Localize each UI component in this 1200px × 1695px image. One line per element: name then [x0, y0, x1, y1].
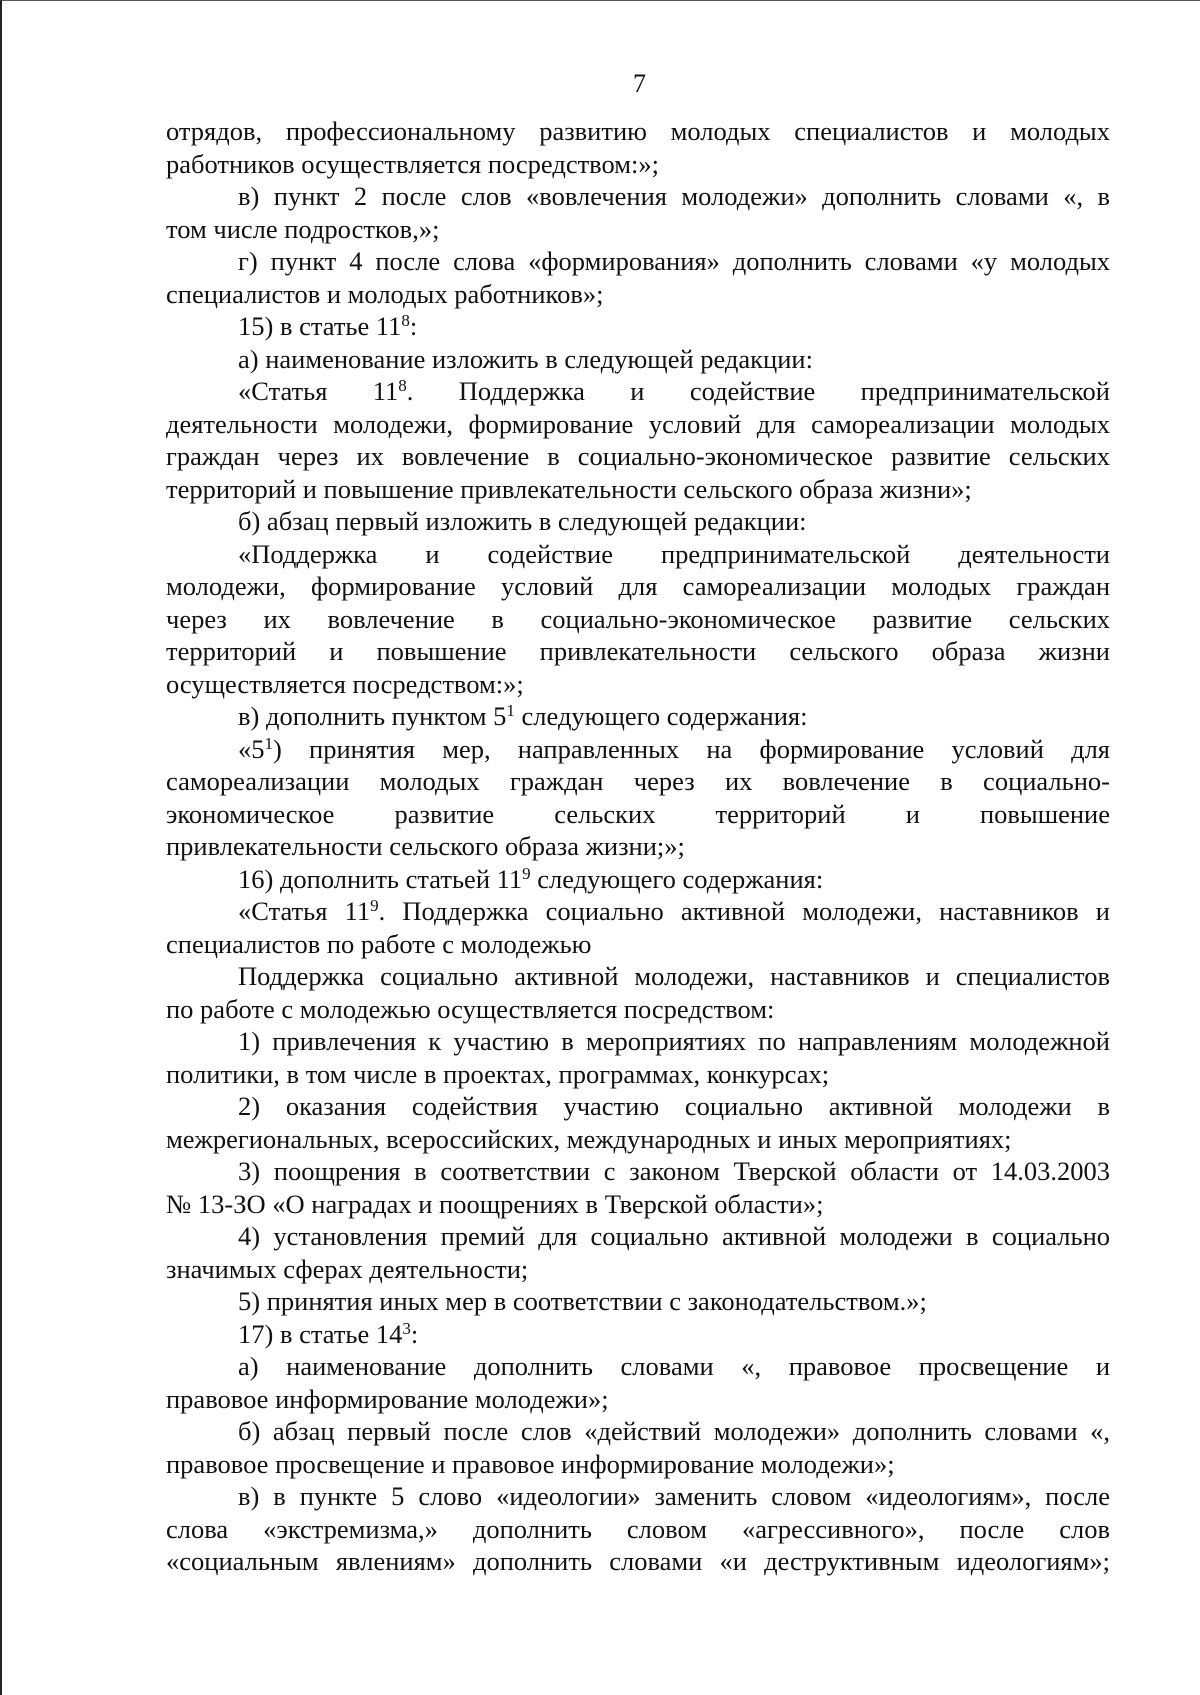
text-line: [166, 700, 1110, 733]
line-text: территорий и повышение привлекательности сельского образа жизни»;: [166, 473, 972, 504]
line-text: «Поддержка и содействие предпринимательской деятельности: [238, 538, 1110, 569]
text-line: [166, 1480, 1110, 1513]
text-line: [166, 1253, 1110, 1286]
text-line: [166, 505, 1110, 538]
page-number: 7: [633, 69, 646, 98]
line-text: а) наименование дополнить словами «, правовое просвещение и: [238, 1351, 1110, 1381]
text-line: [166, 538, 1110, 571]
line-text: территорий и повышение привлекательности сельского образа жизни: [166, 636, 1110, 666]
line-text: 2) оказания содействия участию социально активной молодежи в: [238, 1091, 1110, 1121]
text-line: [166, 408, 1110, 441]
line-text: слова «экстремизма,» дополнить словом «агрессивного», после слов: [166, 1513, 1110, 1544]
document-body: [166, 115, 1110, 1578]
line-text: «5: [238, 733, 265, 764]
text-line: [166, 1123, 1110, 1156]
line-text: деятельности молодежи, формирование условий для самореализации молодых: [166, 408, 1110, 439]
superscript: 3: [402, 1318, 411, 1338]
line-text: 16) дополнить статьей 11: [238, 863, 523, 894]
line-text: граждан через их вовлечение в социально-экономическое развитие сельских: [166, 441, 1110, 471]
text-line: [166, 278, 1110, 311]
line-text: через их вовлечение в социально-экономическое развитие сельских: [166, 603, 1110, 634]
text-line: [166, 1220, 1110, 1253]
text-line: [166, 1513, 1110, 1546]
line-text: межрегиональных, всероссийских, международных и иных мероприятиях;: [166, 1123, 1012, 1154]
text-line: [166, 1025, 1110, 1058]
line-text-continued: . Поддержка социально активной молодежи, наставников и: [378, 896, 1110, 926]
text-line: [166, 765, 1110, 798]
line-text: правовое информирование молодежи»;: [166, 1383, 609, 1414]
text-line: [166, 1350, 1110, 1383]
text-line: [166, 570, 1110, 603]
line-text: 3) поощрения в соответствии с законом Тверской области от 14.03.2003: [238, 1156, 1110, 1186]
text-line: [166, 635, 1110, 668]
line-text-continued: следующего содержания:: [514, 701, 808, 731]
line-text: в) в пункте 5 слово «идеологии» заменить словом «идеологиям», после: [238, 1481, 1110, 1511]
line-text-continued: :: [409, 311, 418, 341]
text-line: [166, 115, 1110, 148]
line-text: правовое просвещение и правовое информирование молодежи»;: [166, 1448, 895, 1479]
text-line: [166, 830, 1110, 863]
line-text: экономическое развитие сельских территорий и повышение: [166, 798, 1110, 829]
line-text: осуществляется посредством:»;: [166, 668, 524, 699]
line-text-continued: :: [410, 1318, 419, 1349]
line-text: б) абзац первый после слов «действий молодежи» дополнить словами «,: [238, 1416, 1110, 1446]
line-text: «Статья 11: [238, 376, 399, 406]
line-text: специалистов по работе с молодежью: [166, 928, 592, 959]
line-text: 17) в статье 14: [238, 1318, 403, 1349]
line-text: 4) установления премий для социально активной молодежи в социально: [238, 1221, 1110, 1251]
line-text: по работе с молодежью осуществляется посредством:: [166, 993, 775, 1024]
line-text: отрядов, профессиональному развитию молодых специалистов и молодых: [166, 116, 1110, 146]
text-line: [166, 343, 1110, 376]
superscript: 8: [398, 376, 407, 395]
line-text: привлекательности сельского образа жизни;»;: [166, 831, 685, 861]
line-text: специалистов и молодых работников»;: [166, 278, 604, 309]
text-line: [166, 960, 1110, 993]
text-line: [166, 440, 1110, 473]
line-text: политики, в том числе в проектах, программах, конкурсах;: [166, 1058, 830, 1089]
text-line: [166, 928, 1110, 961]
superscript: 1: [506, 701, 515, 720]
line-text: № 13-ЗО «О наградах и поощрениях в Тверской области»;: [166, 1188, 824, 1219]
text-line: [166, 603, 1110, 636]
superscript: 1: [264, 733, 273, 753]
text-line: [166, 213, 1110, 246]
superscript: 9: [522, 863, 531, 883]
line-text: б) абзац первый изложить в следующей редакции:: [238, 506, 807, 536]
line-text-continued: ) принятия мер, направленных на формирование условий для: [273, 733, 1110, 764]
text-line: [166, 1448, 1110, 1481]
text-line: [166, 375, 1110, 408]
text-line: [166, 1285, 1110, 1318]
text-line: [166, 863, 1110, 896]
text-line: [166, 1318, 1110, 1351]
superscript: 9: [370, 896, 379, 915]
line-text-continued: следующего содержания:: [530, 863, 824, 894]
text-line: [166, 473, 1110, 506]
text-line: [166, 148, 1110, 181]
line-text: в) дополнить пунктом 5: [238, 701, 507, 731]
text-line: [166, 895, 1110, 928]
line-text: «Статья 11: [238, 896, 371, 926]
line-text: «социальным явлениям» дополнить словами «и деструктивным идеологиям»;: [166, 1546, 1110, 1576]
line-text-continued: . Поддержка и содействие предпринимательской: [406, 376, 1110, 406]
line-text: 5) принятия иных мер в соответствии с законодательством.»;: [238, 1286, 927, 1316]
text-line: [166, 798, 1110, 831]
text-line: [166, 245, 1110, 278]
line-text: самореализации молодых граждан через их вовлечение в социально-: [166, 766, 1110, 796]
line-text: в) пункт 2 после слов «вовлечения молодежи» дополнить словами «, в: [238, 181, 1110, 211]
text-line: [166, 733, 1110, 766]
text-line: [166, 1090, 1110, 1123]
text-line: [166, 993, 1110, 1026]
line-text: том числе подростков,»;: [166, 213, 440, 244]
text-line: [166, 1188, 1110, 1221]
text-line: [166, 668, 1110, 701]
superscript: 8: [401, 311, 410, 330]
line-text: г) пункт 4 после слова «формирования» дополнить словами «у молодых: [238, 246, 1110, 276]
line-text: а) наименование изложить в следующей редакции:: [238, 343, 813, 374]
text-line: [166, 1383, 1110, 1416]
line-text: Поддержка социально активной молодежи, наставников и специалистов: [238, 961, 1110, 991]
line-text: работников осуществляется посредством:»;: [166, 148, 659, 179]
text-line: [166, 1545, 1110, 1578]
text-line: [166, 310, 1110, 343]
line-text: 15) в статье 11: [238, 311, 402, 341]
line-text: значимых сферах деятельности;: [166, 1253, 529, 1284]
text-line: [166, 1155, 1110, 1188]
text-line: [166, 1415, 1110, 1448]
text-line: [166, 180, 1110, 213]
line-text: 1) привлечения к участию в мероприятиях по направлениям молодежной: [238, 1026, 1110, 1056]
text-line: [166, 1058, 1110, 1091]
line-text: молодежи, формирование условий для самореализации молодых граждан: [166, 571, 1110, 601]
